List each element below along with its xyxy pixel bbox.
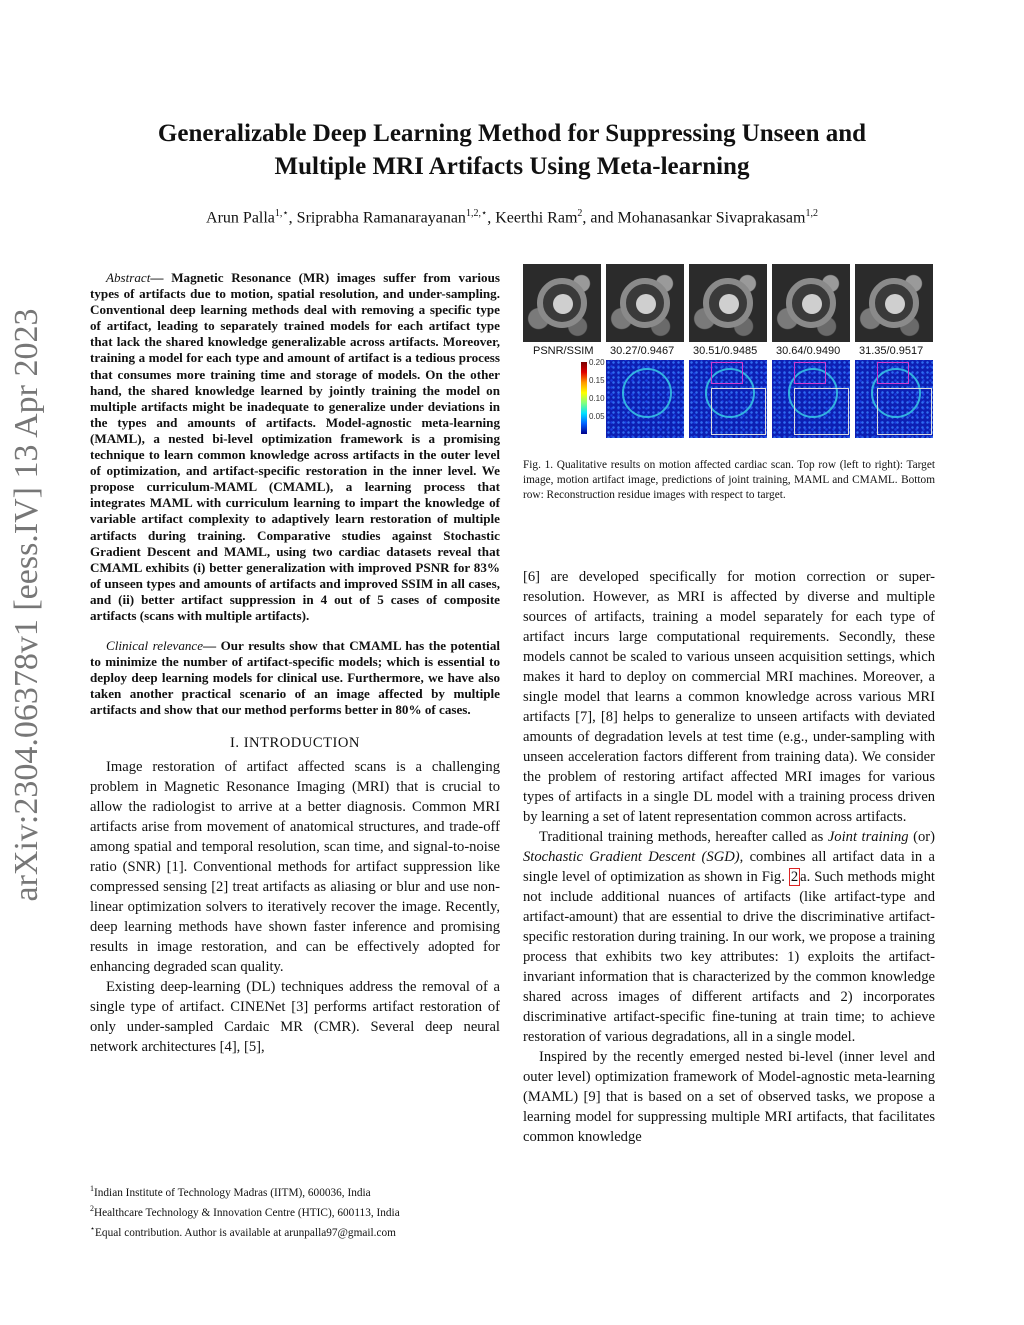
figure-ref-link[interactable]: 2	[790, 869, 799, 885]
footnote-text: Healthcare Technology & Innovation Centre (HTIC), 600113, India	[94, 1206, 400, 1219]
author-name: Sriprabha Ramanarayanan	[296, 209, 466, 227]
author-name: Keerthi Ram	[495, 209, 578, 227]
artifact-image	[606, 264, 684, 342]
section-heading: I. INTRODUCTION	[230, 734, 360, 751]
footnote-text: Indian Institute of Technology Madras (IITM), 600036, India	[94, 1186, 371, 1199]
target-image	[523, 264, 601, 342]
text-span: , combines all artifact data in a single level of optimization as shown in Fig.	[523, 849, 935, 885]
left-column	[90, 270, 500, 1057]
footnote-mark: ⋆	[90, 1223, 96, 1233]
maml-prediction	[772, 264, 850, 342]
paragraph: [6] are developed specifically for motion correction or super-resolution. However, as MRI is affected by diverse and multiple sources of artifacts, training a model separately for each type of artifact incurs large computational requirements. Secondly, these models cannot be scaled to various unseen acquisition settings, which makes it hard to deploy on commercial MRI machines. Moreover, a single model that learns a common knowledge across various MRI artifacts [7], [8] helps to generalize to unseen artifacts with deviated amounts of degradation levels at test time (e.g., under-sampling with unseen acceleration factors different from training data). We consider the problem of restoring artifact affected MRI images for various types of artifacts in a single DL model with a training process driven by learning a set of latent representation common across artifacts.	[523, 569, 935, 825]
paragraph: Image restoration of artifact affected scans is a challenging problem in Magnetic Resonance Imaging (MRI) that is crucial to allow the radiologist to arrive at a better diagnosis. Common MRI artifacts arise from movement of anatomical structures, and trade-off among spatial and temporal resolution, scan time, and signal-to-noise ratio (SNR) [1]. Conventional methods for artifact suppression like compressed sensing [2] treat artifacts as aliasing or blur and use non-linear optimization solvers to iteratively recover the image. Recently, deep learning methods have shown faster inference and promising results in image restoration, and can be effectively adopted for enhancing degraded scan quality.	[90, 758, 500, 975]
paper-title	[80, 117, 944, 183]
footnote-mark: 1	[90, 1184, 94, 1193]
right-column	[523, 567, 935, 1147]
joint-training-prediction	[689, 264, 767, 342]
emphasis: Stochastic Gradient Descent (SGD)	[523, 849, 740, 865]
text-span: (or)	[913, 829, 935, 845]
clinical-text: Our results show that CMAML has the potential to minimize the number of artifact-specific models; which is essential to deploy deep learning models for clinical use. Furthermore, we have also taken another practical scenario of an image affected by multiple artifacts and show that our method performs better in 80% of cases.	[90, 638, 501, 718]
figure-caption: Fig. 1. Qualitative results on motion affected cardiac scan. Top row (left to right): Target image, motion artifact image, predictions of joint training, MAML and CMAML. Bottom row: Reconstruction residue images with respect to target.	[523, 459, 935, 501]
footnote-text: Equal contribution. Author is available at arunpalla97@gmail.com	[95, 1226, 396, 1239]
residue-joint	[689, 360, 767, 438]
footnote-mark: 2	[90, 1203, 94, 1213]
residue-artifact	[606, 360, 684, 438]
clinical-relevance-paragraph: Clinical relevance— Our results show that CMAML has the potential to minimize the number of artifact-specific models; which is essential to deploy deep learning models for clinical use. Furthermore, we have also taken another practical scenario of an image affected by multiple artifacts and show that our method performs better in 80% of cases.	[90, 638, 501, 718]
score: 30.64/0.9490	[776, 345, 841, 357]
paragraph: Inspired by the recently emerged nested bi-level (inner level and outer level) optimization framework of Model-agnostic meta-learning (MAML) [9] that is based on a set of observed tasks, we propose a learning model for suppressing multiple MRI artifacts, that facilitates common knowledge	[523, 1049, 935, 1145]
residue-maml	[772, 360, 850, 438]
author-affiliation: 1,⋆	[274, 208, 289, 219]
clinical-label: Clinical relevance	[106, 638, 204, 654]
paragraph	[523, 827, 935, 1047]
cmaml-prediction	[855, 264, 933, 342]
arxiv-id: arXiv:2304.06378v1 [eess.IV] 13 Apr 2023	[8, 308, 45, 902]
residue-cmaml	[855, 360, 933, 438]
score: 30.51/0.9485	[693, 345, 758, 357]
psnr-ssim-row	[523, 344, 935, 360]
text-span: a. Such methods might not include additional nuances of artifacts (like artifact-type and artifact-amount) that are essential to drive the discriminative artifact-specific restoration during training. In our work, we propose a training process that exhibits two key attributes: 1) exploits the artifact-invariant information that is characterized by the common knowledge shared across images of different artifacts and 2) incorporates discriminative artifact-specific fine-tuning at train time; to achieve restoration of various degradations, all in a single model.	[523, 869, 935, 1045]
colorbar-tick: 0.20	[589, 358, 605, 367]
author-affiliation: 1,2	[805, 208, 818, 219]
author-affiliation: 1,2,⋆	[465, 208, 488, 219]
abstract-paragraph: Abstract— Magnetic Resonance (MR) images suffer from various types of artifacts due to motion, spatial resolution, and under-sampling. Conventional deep learning methods deal with removing a specific type of artifact, leading to separately trained models for each artifact type that lack the shared knowledge generalizable across artifacts. Moreover, training a model for each type and amount of artifact is a tedious process that consumes more training time and storage of models. On the other hand, the shared knowledge learned by jointly training the model on multiple artifacts might be inadequate to generalize under deviations in the types and amounts of artifacts. Model-agnostic meta-learning (MAML), a nested bi-level optimization framework is a promising technique to learn common knowledge across artifacts in the outer level of optimization, and artifact-specific restoration in the inner level. We propose curriculum-MAML (CMAML), a learning process that integrates MAML with curriculum learning to impart the knowledge of variable artifact complexity to adaptively learn restoration of multiple artifacts during training. Comparative studies against Stochastic Gradient Descent and MAML, using two cardiac datasets reveal that CMAML exhibits (i) better generalization with improved PSNR for 83% of unseen types and amounts of artifacts and improved SSIM in all cases, and (ii) better artifact suppression in 4 out of 5 cases of composite artifacts (scans with multiple artifacts).	[90, 270, 500, 623]
abstract-label: Abstract	[106, 270, 151, 285]
title-line-1: Generalizable Deep Learning Method for Suppressing Unseen and	[157, 120, 867, 147]
colorbar-tick: 0.05	[589, 412, 605, 421]
figure-1	[523, 264, 935, 440]
mri-image-row	[523, 264, 935, 344]
footnote	[90, 1181, 510, 1201]
footnote	[90, 1221, 510, 1241]
colorbar-tick: 0.10	[589, 394, 605, 403]
score: 30.27/0.9467	[610, 345, 675, 357]
author-list: Arun Palla$^{1,⋆}$, Sriprabha Ramanarayanan$^{1,2,⋆}$, Keerthi Ram$^2$, and Mohanasankar Sivaprakasam$^{1,2}$	[206, 208, 818, 227]
residue-row	[523, 360, 935, 440]
score: 31.35/0.9517	[859, 345, 924, 357]
intro-body	[90, 757, 500, 1057]
title-line-2: Multiple MRI Artifacts Using Meta-learning	[274, 153, 750, 180]
abstract	[90, 270, 500, 719]
author-name: Arun Palla	[206, 209, 275, 227]
paragraph: Existing deep-learning (DL) techniques address the removal of a single type of artifact. CINENet [3] performs artifact restoration of only under-sampled Cardaic MR (CMR). Several deep neural network architectures [4], [5],	[90, 978, 500, 1055]
footnotes	[90, 1181, 510, 1240]
abstract-text: Magnetic Resonance (MR) images suffer from various types of artifacts due to motion, spatial resolution, and under-sampling. Conventional deep learning methods deal with removing a specific type of artifact, leading to separately trained models for each artifact type that lack the shared knowledge generalizable across artifacts. Moreover, training a model for each type and amount of artifact is a tedious process that consumes more training time and storage of models. On the other hand, the shared knowledge learned by jointly training the model on multiple artifacts might be inadequate to generalize under deviations in the types and amounts of artifacts. Model-agnostic meta-learning (MAML), a nested bi-level optimization framework is a promising technique to learn common knowledge across artifacts in the outer level of optimization, and artifact-specific restoration in the inner level. We propose curriculum-MAML (CMAML), a learning process that integrates MAML with curriculum learning to impart the knowledge of variable artifact complexity to adaptively learn restoration of multiple artifacts during training. Comparative studies against Stochastic Gradient Descent and MAML, using two cardiac datasets reveal that CMAML exhibits (i) better generalization with improved PSNR for 83% of unseen types and amounts of artifacts and improved SSIM in all cases, and (ii) better artifact suppression in 4 out of 5 cases of composite artifacts (scans with multiple artifacts).	[90, 270, 500, 623]
author-affiliation: 2	[577, 208, 583, 219]
author-name: Mohanasankar Sivaprakasam	[617, 209, 806, 227]
colorbar-tick: 0.15	[589, 376, 605, 385]
psnr-label: PSNR/SSIM	[533, 345, 594, 357]
text-span: Traditional training methods, hereafter called as	[539, 829, 824, 845]
footnote	[90, 1201, 510, 1221]
emphasis: Joint training	[827, 829, 909, 845]
